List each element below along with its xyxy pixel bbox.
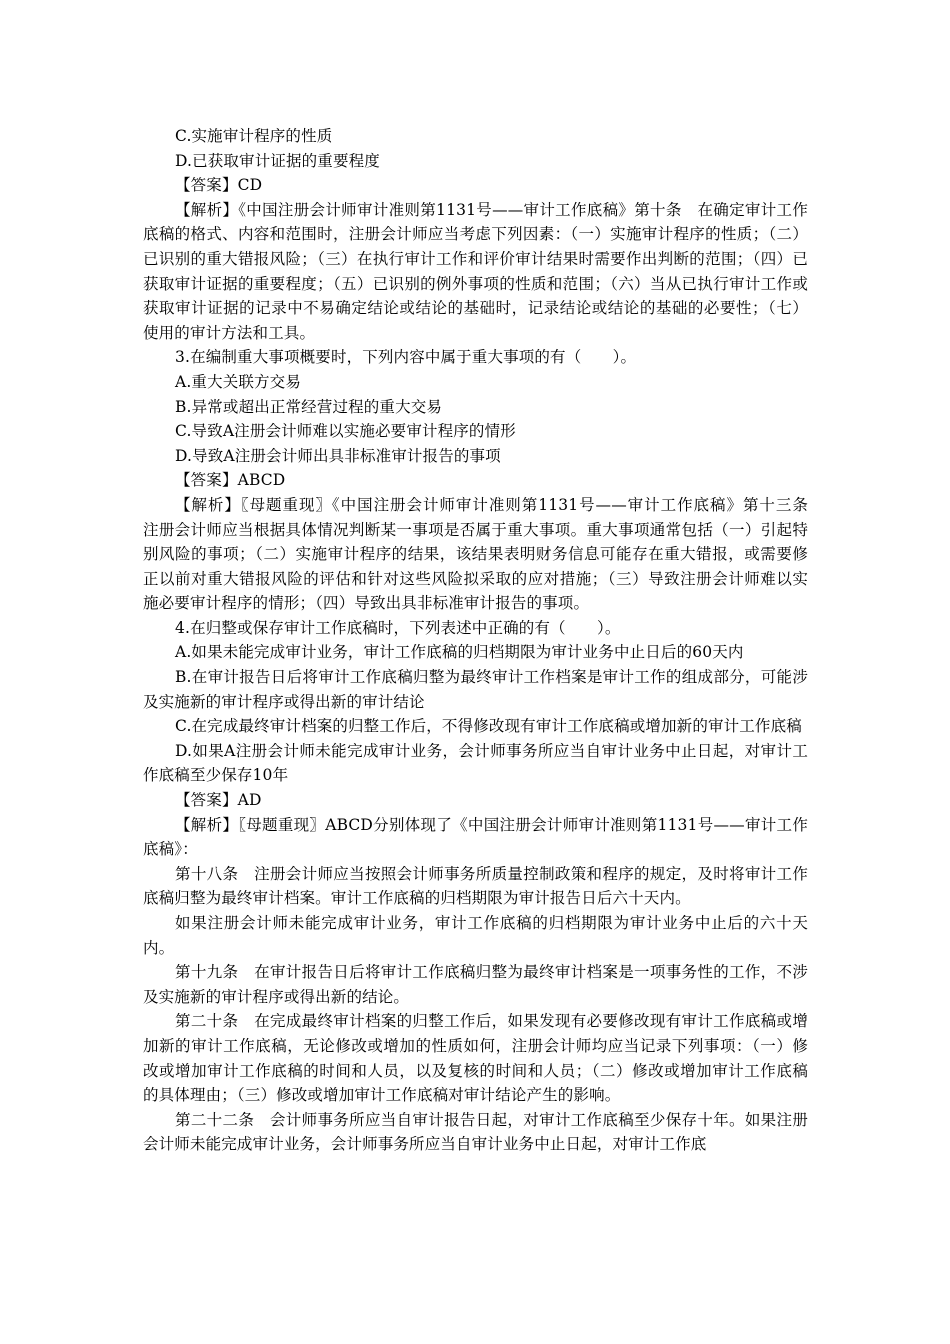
answer: 【答案】AD xyxy=(175,791,262,810)
option-a: A.重大关联方交易 xyxy=(175,372,301,391)
option-d: D.导致A注册会计师出具非标准审计报告的事项 xyxy=(175,446,501,465)
option-d: D.如果A注册会计师未能完成审计业务，会计师事务所应当自审计业务中止日起，对审计工作底稿至少保存10年 xyxy=(143,741,808,785)
analysis: 【解析】〖母题重现〗《中国注册会计师审计准则第1131号——审计工作底稿》第十三条 注册会计师应当根据具体情况判断某一事项是否属于重大事项。重大事项通常包括（一）引起特别风险的事项；（二）实施审计程序的结果，该结果表明财务信息可能存在重大错报，或需要修正以前对重大错报风险的评估和针对这些风险拟采取的应对措施；（三）导致注册会计师难以实施必要审计程序的情形；（四）导致出具非标准审计报告的事项。 xyxy=(143,495,824,613)
option-b: B.异常或超出正常经营过程的重大交易 xyxy=(175,397,443,416)
option-c: C.实施审计程序的性质 xyxy=(175,127,333,145)
option-d: D.已获取审计证据的重要程度 xyxy=(175,151,380,170)
answer: 【答案】ABCD xyxy=(175,471,286,490)
question-4: 4.在归整或保存审计工作底稿时，下列表述中正确的有（ ）。 xyxy=(175,618,621,637)
article-22: 第二十二条 会计师事务所应当自审计报告日起，对审计工作底稿至少保存十年。如果注册会计师未能完成审计业务，会计师事务所应当自审计业务中止日起，对审计工作底 xyxy=(143,1110,808,1154)
article-18: 第十八条 注册会计师应当按照会计师事务所质量控制政策和程序的规定，及时将审计工作底稿归整为最终审计档案。审计工作底稿的归档期限为审计报告日后六十天内。 xyxy=(143,864,808,908)
option-c: C.导致A注册会计师难以实施必要审计程序的情形 xyxy=(175,422,516,441)
article-18-continued: 如果注册会计师未能完成审计业务，审计工作底稿的归档期限为审计业务中止后的六十天内。 xyxy=(143,914,808,957)
option-a: A.如果未能完成审计业务，审计工作底稿的归档期限为审计业务中止日后的60天内 xyxy=(175,643,744,662)
answer: 【答案】CD xyxy=(175,176,263,195)
option-b: B.在审计报告日后将审计工作底稿归整为最终审计工作档案是审计工作的组成部分，可能涉及实施新的审计程序或得出新的审计结论 xyxy=(143,668,808,711)
analysis: 【解析】〖母题重现〗ABCD分别体现了《中国注册会计师审计准则第1131号——审计工作底稿》： xyxy=(143,815,808,859)
article-20: 第二十条 在完成最终审计档案的归整工作后，如果发现有必要修改现有审计工作底稿或增加新的审计工作底稿，无论修改或增加的性质如何，注册会计师均应当记录下列事项：（一）修改或增加审计工作底稿的时间和人员，以及复核的时间和人员；（二）修改或增加审计工作底稿的具体理由；（三）修改或增加审计工作底稿对审计结论产生的影响。 xyxy=(143,1012,808,1105)
option-c: C.在完成最终审计档案的归整工作后，不得修改现有审计工作底稿或增加新的审计工作底稿 xyxy=(175,717,802,736)
question-3: 3.在编制重大事项概要时，下列内容中属于重大事项的有（ ）。 xyxy=(175,348,637,367)
document-body xyxy=(143,124,824,1157)
article-19: 第十九条 在审计报告日后将审计工作底稿归整为最终审计档案是一项事务性的工作，不涉及实施新的审计程序或得出新的结论。 xyxy=(143,963,808,1006)
analysis: 【解析】《中国注册会计师审计准则第1131号——审计工作底稿》第十条 在确定审计工作底稿的格式、内容和范围时，注册会计师应当考虑下列因素：（一）实施审计程序的性质；（二）已识别的重大错报风险；（三）在执行审计工作和评价审计结果时需要作出判断的范围；（四）已获取审计证据的重要程度；（五）已识别的例外事项的性质和范围；（六）当从已执行审计工作或获取审计证据的记录中不易确定结论或结论的基础时，记录结论或结论的基础的必要性；（七）使用的审计方法和工具。 xyxy=(143,200,808,342)
